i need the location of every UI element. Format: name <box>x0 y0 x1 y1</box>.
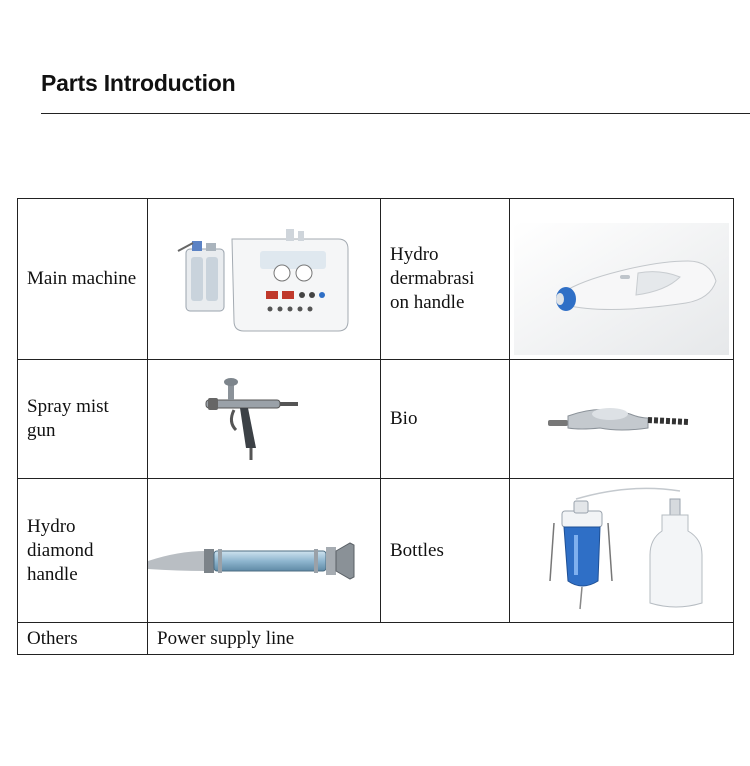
page-title: Parts Introduction <box>41 70 236 96</box>
part-label-bottles: Bottles <box>381 479 510 623</box>
part-label-bio: Bio <box>381 360 510 479</box>
table-row <box>18 479 734 623</box>
parts-table <box>17 198 734 655</box>
part-label-hydro-dermabrasion-handle: Hydro dermabrasi on handle <box>381 199 510 360</box>
title-divider <box>41 113 750 114</box>
table-row <box>18 360 734 479</box>
spray-mist-gun-image <box>148 360 381 479</box>
part-label-spray-mist-gun: Spray mist gun <box>18 360 148 479</box>
part-label-others: Others <box>18 623 148 655</box>
table-row <box>18 623 734 655</box>
hydro-diamond-handle-image <box>148 479 381 623</box>
bottles-image <box>510 479 734 623</box>
hydro-dermabrasion-handle-image <box>510 199 734 360</box>
others-value: Power supply line <box>148 623 734 655</box>
part-label-main-machine: Main machine <box>18 199 148 360</box>
part-label-hydro-diamond-handle: Hydro diamond handle <box>18 479 148 623</box>
bio-handle-image <box>510 360 734 479</box>
table-row <box>18 199 734 360</box>
main-machine-image <box>148 199 381 360</box>
